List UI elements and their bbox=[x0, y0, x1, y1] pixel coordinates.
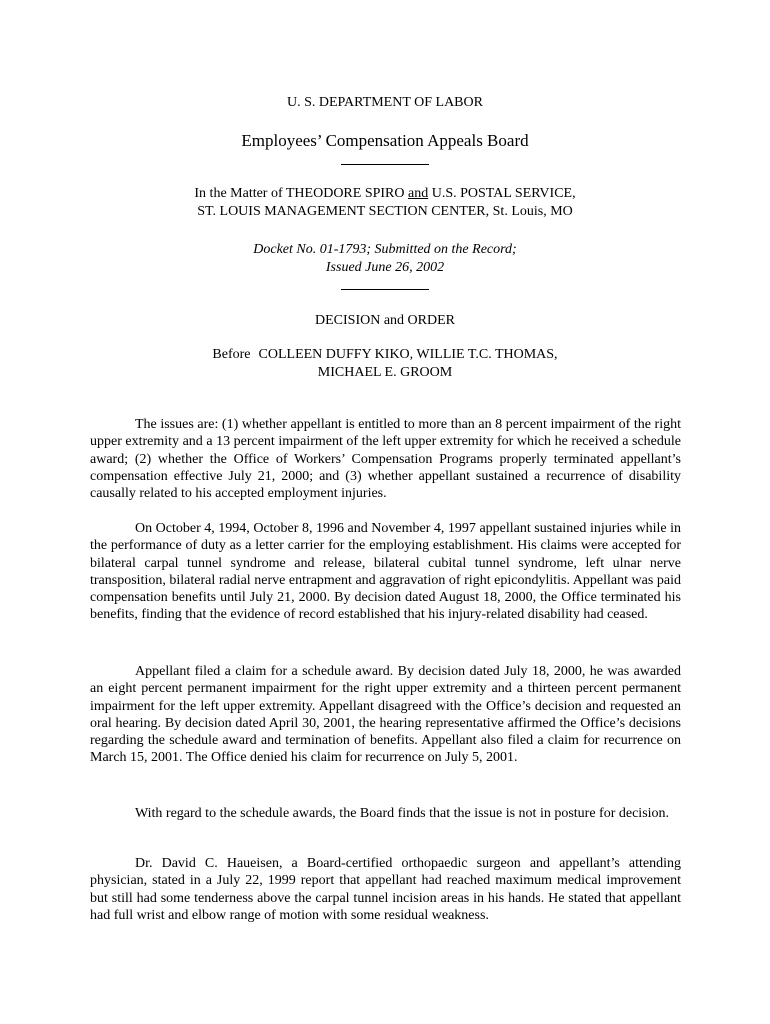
docket-divider bbox=[341, 289, 429, 290]
docket-line-1: Docket No. 01-1793; Submitted on the Record; bbox=[253, 242, 517, 257]
body-paragraph: Appellant filed a claim for a schedule award. By decision dated July 18, 2000, he was awarded an eight percent permanent impairment for the right upper extremity and a thirteen percent permanent impairment for the left upper extremity. Appellant disagreed with the Office’s decision and requested an oral hearing. By decision dated April 30, 2001, the hearing representative affirmed the Office’s decisions regarding the schedule award and termination of benefits. Appellant also filed a claim for recurrence on March 15, 2001. The Office denied his claim for recurrence on July 5, 2001. bbox=[90, 664, 681, 766]
panel-members bbox=[60, 346, 710, 382]
body-paragraph: With regard to the schedule awards, the Board finds that the issue is not in posture for decision. bbox=[135, 806, 670, 821]
department-heading: U. S. DEPARTMENT OF LABOR bbox=[287, 95, 483, 110]
decision-title: DECISION and ORDER bbox=[315, 313, 455, 328]
case-caption bbox=[60, 185, 710, 221]
docket-line-2: Issued June 26, 2002 bbox=[325, 260, 445, 275]
body-paragraph: Dr. David C. Haueisen, a Board-certified orthopaedic surgeon and appellant’s attending physician, stated in a July 22, 1999 report that appellant had reached maximum medical improvement but still had some tenderness above the carpal tunnel incision areas in his hands. He stated that appellant had full wrist and elbow range of motion with some residual weakness. bbox=[90, 856, 681, 923]
board-title: Employees’ Compensation Appeals Board bbox=[241, 131, 529, 150]
caption-conjunction: and bbox=[408, 186, 429, 201]
panel-line-1 bbox=[60, 346, 710, 364]
before-label: Before bbox=[212, 347, 251, 362]
body-paragraph: The issues are: (1) whether appellant is entitled to more than an 8 percent impairment of the right upper extremity and a 13 percent impairment of the left upper extremity for which he received a schedule award; (2) whether the Office of Workers’ Compensation Programs properly terminated appellant’s compensation effective July 21, 2000; and (3) whether appellant sustained a recurrence of disability causally related to his accepted employment injuries. bbox=[90, 417, 681, 502]
panel-names-2: MICHAEL E. GROOM bbox=[317, 365, 453, 380]
body-paragraph: On October 4, 1994, October 8, 1996 and November 4, 1997 appellant sustained injuries while in the performance of duty as a letter carrier for the employing establishment. His claims were accepted for bilateral carpal tunnel syndrome and release, bilateral cubital tunnel syndrome, left ulnar nerve transposition, bilateral radial nerve entrapment and aggravation of right epicondylitis. Appellant was paid compensation benefits until July 21, 2000. By decision dated August 18, 2000, the Office terminated his benefits, finding that the evidence of record established that his injury-related disability had ceased. bbox=[90, 521, 681, 623]
panel-names-1: COLLEEN DUFFY KIKO, WILLIE T.C. THOMAS, bbox=[258, 347, 558, 362]
case-caption-line-2: ST. LOUIS MANAGEMENT SECTION CENTER, St. Louis, MO bbox=[197, 204, 573, 219]
case-caption-line-1 bbox=[60, 185, 710, 203]
appellant-name: In the Matter of THEODORE SPIRO bbox=[194, 186, 405, 201]
employer-name: U.S. POSTAL SERVICE, bbox=[431, 186, 576, 201]
docket-info bbox=[60, 241, 710, 277]
title-divider bbox=[341, 164, 429, 165]
